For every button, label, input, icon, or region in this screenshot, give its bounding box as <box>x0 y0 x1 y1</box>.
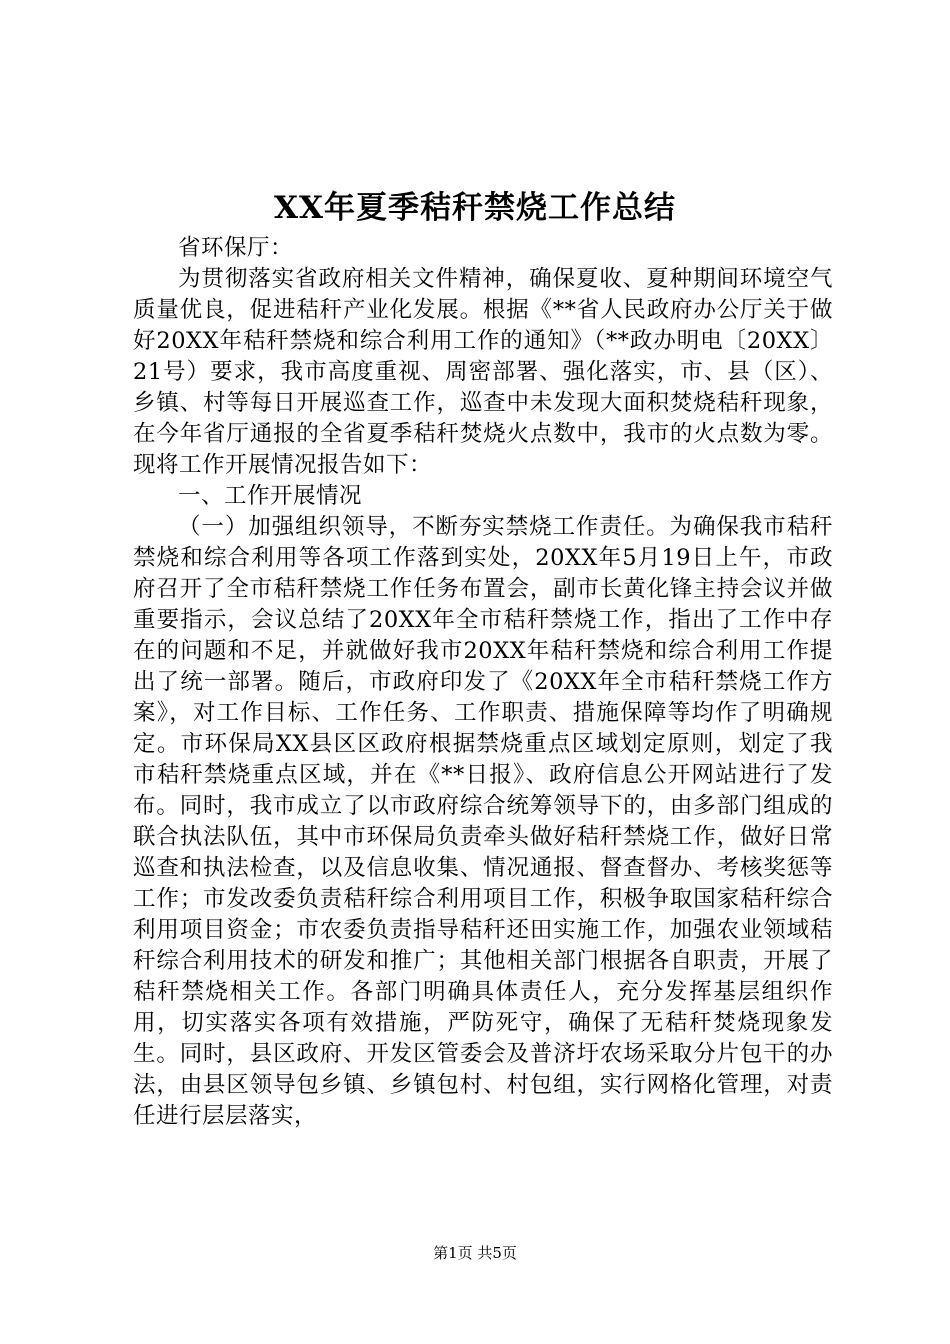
intro-paragraph: 为贯彻落实省政府相关文件精神，确保夏收、夏种期间环境空气质量优良，促进秸秆产业化发展。根据《**省人民政府办公厅关于做好20XX年秸秆禁烧和综合利用工作的通知》（**政办明电〔20XX〕21号）要求，我市高度重视、周密部署、强化落实，市、县（区）、乡镇、村等每日开展巡查工作，巡查中未发现大面积焚烧秸秆现象，在今年省厅通报的全省夏季秸秆焚烧火点数中，我市的火点数为零。现将工作开展情况报告如下： <box>133 266 833 478</box>
salutation: 省环保厅： <box>178 235 294 261</box>
document-body <box>133 233 833 1132</box>
page-footer: 第1页 共5页 <box>433 1244 517 1262</box>
section-paragraph: （一）加强组织领导，不断夯实禁烧工作责任。为确保我市秸秆禁烧和综合利用等各项工作落到实处，20XX年5月19日上午，市政府召开了全市秸秆禁烧工作任务布置会，副市长黄化锋主持会议并做重要指示，会议总结了20XX年全市秸秆禁烧工作，指出了工作中存在的问题和不足，并就做好我市20XX年秸秆禁烧和综合利用工作提出了统一部署。随后，市政府印发了《20XX年全市秸秆禁烧工作方案》，对工作目标、工作任务、工作职责、措施保障等均作了明确规定。市环保局XX县区区政府根据禁烧重点区域划定原则，划定了我市秸秆禁烧重点区域，并在《**日报》、政府信息公开网站进行了发布。同时，我市成立了以市政府综合统筹领导下的，由多部门组成的联合执法队伍，其中市环保局负责牵头做好秸秆禁烧工作，做好日常巡查和执法检查，以及信息收集、情况通报、督查督办、考核奖惩等工作；市发改委负责秸秆综合利用项目工作，积极争取国家秸秆综合利用项目资金；市农委负责指导秸秆还田实施工作，加强农业领域秸秆综合利用技术的研发和推广；其他相关部门根据各自职责，开展了秸秆禁烧相关工作。各部门明确具体责任人，充分发挥基层组织作用，切实落实各项有效措施，严防死守，确保了无秸秆焚烧现象发生。同时，县区政府、开发区管委会及普济圩农场采取分片包干的办法，由县区领导包乡镇、乡镇包村、村包组，实行网格化管理，对责任进行层层落实， <box>133 514 833 1129</box>
section-heading: 一、工作开展情况 <box>178 483 363 509</box>
document-title: XX年夏季秸秆禁烧工作总结 <box>273 190 677 226</box>
